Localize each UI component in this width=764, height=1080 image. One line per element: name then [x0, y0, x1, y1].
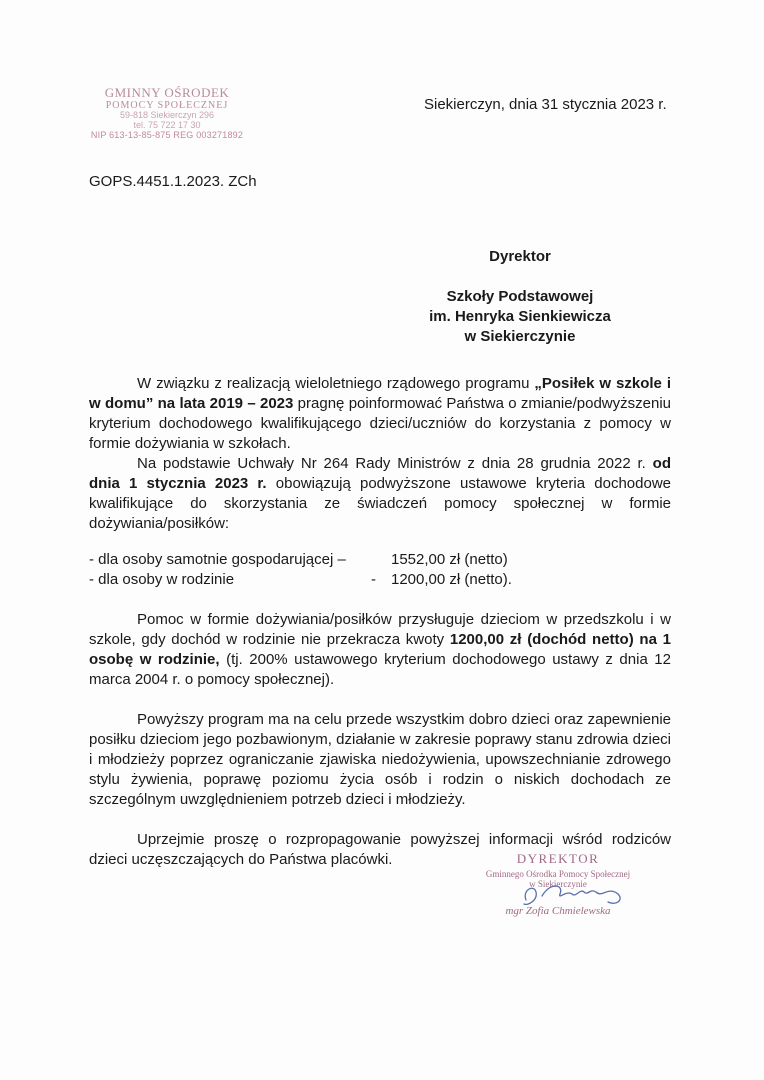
place-date: Siekierczyn, dnia 31 stycznia 2023 r.	[424, 96, 667, 113]
text: obowiązują podwyższone ustawowe kryteria dochodowe kwalifikujące do skorzystania ze świadczeń pomocy społecznej w formie dożywiania/posiłków:	[89, 475, 671, 532]
paragraph-eligibility	[89, 610, 671, 690]
criteria-item	[89, 570, 671, 590]
criteria-value: 1552,00 zł (netto)	[391, 551, 508, 568]
criteria-label: - dla osoby samotnie gospodarującej –	[89, 551, 346, 568]
text: Pomoc w formie dożywiania/posiłków przysługuje dzieciom w przedszkolu i w szkole, gdy dochód w rodzinie nie przekracza kwoty	[89, 611, 671, 648]
criteria-dash: -	[371, 571, 376, 588]
addressee-line: Szkoły Podstawowej	[446, 288, 594, 305]
paragraph-request: Uprzejmie proszę o rozpropagowanie powyższej informacji wśród rodziców dzieci uczęszczających do Państwa placówki.	[89, 831, 671, 868]
paragraph-program	[89, 374, 671, 454]
signature-name: mgr Zofia Chmielewska	[505, 905, 611, 917]
text: (tj. 200% ustawowego kryterium dochodowego ustawy z dnia 12 marca 2004 r. o pomocy społecznej).	[89, 651, 671, 688]
criteria-item	[89, 550, 671, 570]
stamp-line: POMOCY SPOŁECZNEJ	[105, 100, 229, 112]
reference-number: GOPS.4451.1.2023. ZCh	[89, 173, 257, 190]
program-name: „Posiłek w szkole i w domu” na lata 2019 – 2023	[89, 375, 671, 412]
addressee-line: w Siekierczynie	[464, 328, 576, 345]
text: pragnę poinformować Państwa o zmianie/podwyższeniu kryterium dochodowego kwalifikującego dzieci/uczniów do korzystania z pomocy w formie dożywiania w szkołach.	[89, 395, 671, 452]
addressee-title: Dyrektor	[489, 248, 551, 265]
text: W związku z realizacją wieloletniego rządowego programu	[137, 375, 535, 392]
signature-org: Gminnego Ośrodka Pomocy Społecznej	[485, 869, 631, 879]
addressee-block	[410, 247, 630, 347]
signature-title: DYREKTOR	[516, 851, 600, 866]
paragraph-goals: Powyższy program ma na celu przede wszystkim dobro dzieci oraz zapewnienie posiłku dzieciom jego pozbawionym, działanie w zakresie poprawy stanu zdrowia dzieci i młodzieży poprzez ograniczanie zjawiska niedożywienia, upowszechnianie zdrowego stylu żywienia, poprawę poziomu życia osób i rodzin o niskich dochodach ze szczególnym uwzględnieniem potrzeb dzieci i młodzieży.	[89, 711, 671, 808]
text: Na podstawie Uchwały Nr 264 Rady Ministrów z dnia 28 grudnia 2022 r.	[137, 455, 653, 472]
stamp-address: 59-818 Siekierczyn 296	[119, 110, 215, 121]
criteria-label: - dla osoby w rodzinie	[89, 571, 235, 588]
effective-date: od dnia 1 stycznia 2023 r.	[89, 455, 671, 492]
stamp-phone: tel. 75 722 17 30	[133, 120, 201, 131]
criteria-dash	[371, 550, 391, 570]
addressee-line: im. Henryka Sienkiewicza	[429, 308, 611, 325]
paragraph-resolution	[89, 454, 671, 534]
signature-place: w Siekierczynie	[529, 879, 587, 889]
letter-body	[89, 374, 671, 870]
handwritten-signature	[520, 878, 630, 912]
criteria-value: 1200,00 zł (netto).	[391, 571, 512, 588]
stamp-ids: NIP 613-13-85-875 REG 003271892	[90, 130, 244, 141]
stamp-line: GMINNY OŚRODEK	[104, 85, 230, 100]
income-threshold: 1200,00 zł (dochód netto) na 1 osobę w rodzinie,	[89, 631, 671, 668]
institution-stamp	[82, 86, 252, 141]
